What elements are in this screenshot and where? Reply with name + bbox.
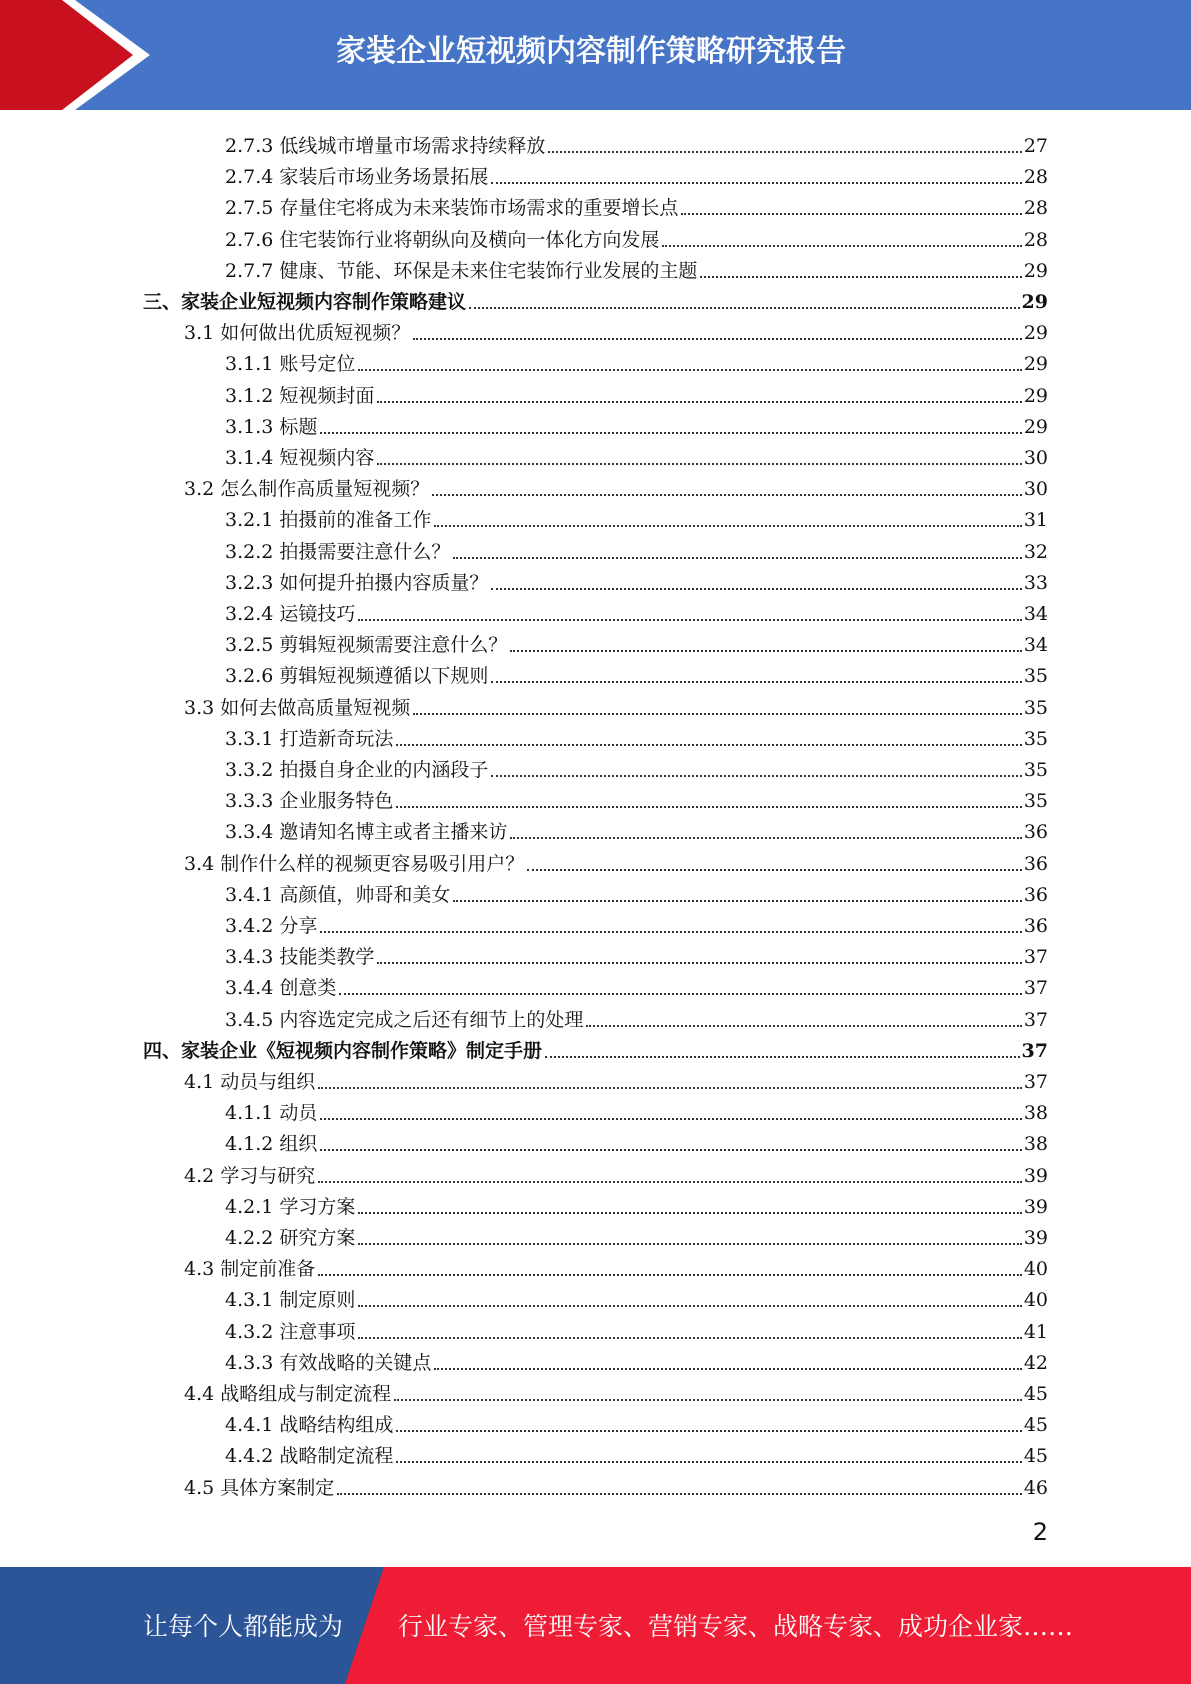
- toc-entry[interactable]: [225, 595, 1048, 626]
- toc-entry-page: 46: [1023, 1477, 1048, 1499]
- toc-entry[interactable]: [225, 533, 1048, 564]
- toc-entry-label: 4.3 制定前准备: [184, 1258, 316, 1280]
- toc-entry-page: 39: [1023, 1227, 1048, 1249]
- toc-entry[interactable]: [225, 252, 1048, 283]
- toc-entry[interactable]: [184, 1469, 1048, 1500]
- toc-entry-label: 3.2.1 拍摄前的准备工作: [225, 509, 432, 531]
- toc-entry-label: 三、家装企业短视频内容制作策略建议: [143, 291, 467, 313]
- toc-entry-page: 29: [1023, 322, 1048, 344]
- toc-entry-page: 34: [1023, 634, 1048, 656]
- toc-entry-page: 40: [1023, 1258, 1048, 1280]
- page-header: [0, 0, 1191, 110]
- toc-entry-label: 四、家装企业《短视频内容制作策略》制定手册: [143, 1040, 543, 1062]
- toc-entry[interactable]: [225, 657, 1048, 688]
- toc-entry-label: 4.2 学习与研究: [184, 1165, 316, 1187]
- toc-entry[interactable]: [225, 439, 1048, 470]
- toc-entry-label: 3.3.2 拍摄自身企业的内涵段子: [225, 759, 489, 781]
- toc-entry[interactable]: [225, 345, 1048, 376]
- toc-entry-page: 30: [1023, 447, 1048, 469]
- toc-entry-page: 35: [1023, 665, 1048, 687]
- toc-entry[interactable]: [225, 813, 1048, 844]
- page-number: 2: [1032, 1518, 1048, 1546]
- toc-entry[interactable]: [225, 127, 1048, 158]
- toc-entry-label: 4.1.2 组织: [225, 1133, 318, 1155]
- toc-entry-page: 35: [1023, 728, 1048, 750]
- toc-entry-page: 29: [1023, 260, 1048, 282]
- toc-dot-leader: [453, 557, 1021, 559]
- toc-entry-label: 4.1 动员与组织: [184, 1071, 316, 1093]
- toc-dot-leader: [358, 1337, 1021, 1339]
- toc-entry-page: 29: [1023, 385, 1048, 407]
- toc-entry-page: 29: [1023, 416, 1048, 438]
- toc-entry-label: 4.4.2 战略制定流程: [225, 1445, 394, 1467]
- toc-dot-leader: [510, 837, 1021, 839]
- toc-dot-leader: [491, 588, 1021, 590]
- toc-entry[interactable]: [225, 158, 1048, 189]
- toc-entry-page: 42: [1023, 1352, 1048, 1374]
- toc-dot-leader: [432, 494, 1022, 496]
- toc-dot-leader: [662, 245, 1021, 247]
- toc-dot-leader: [681, 213, 1021, 215]
- toc-entry[interactable]: [225, 1406, 1048, 1437]
- toc-dot-leader: [318, 1274, 1022, 1276]
- footer-slogan-left: 让每个人都能成为: [143, 1612, 344, 1641]
- toc-dot-leader: [318, 1087, 1022, 1089]
- toc-entry-page: 36: [1023, 821, 1048, 843]
- toc-entry[interactable]: [184, 1250, 1048, 1281]
- toc-entry-label: 3.1.3 标题: [225, 416, 318, 438]
- toc-entry[interactable]: [225, 564, 1048, 595]
- toc-entry-page: 37: [1023, 1009, 1048, 1031]
- toc-entry-label: 3.4.4 创意类: [225, 977, 337, 999]
- toc-dot-leader: [377, 401, 1021, 403]
- toc-entry[interactable]: [184, 1063, 1048, 1094]
- toc-entry[interactable]: [225, 969, 1048, 1000]
- toc-entry-page: 35: [1023, 759, 1048, 781]
- toc-entry-label: 3.2.4 运镜技巧: [225, 603, 356, 625]
- toc-entry-page: 37: [1023, 946, 1048, 968]
- toc-entry[interactable]: [225, 221, 1048, 252]
- toc-entry-page: 45: [1023, 1383, 1048, 1405]
- toc-dot-leader: [453, 900, 1021, 902]
- toc-entry[interactable]: [184, 845, 1048, 876]
- toc-entry-page: 37: [1023, 1071, 1048, 1093]
- toc-entry-page: 28: [1023, 166, 1048, 188]
- toc-entry-label: 2.7.5 存量住宅将成为未来装饰市场需求的重要增长点: [225, 197, 679, 219]
- toc-entry-page: 45: [1023, 1414, 1048, 1436]
- toc-entry-label: 3.4.1 高颜值，帅哥和美女: [225, 884, 451, 906]
- toc-entry[interactable]: [225, 1188, 1048, 1219]
- toc-entry-label: 3.4.3 技能类教学: [225, 946, 375, 968]
- toc-entry-page: 27: [1023, 135, 1048, 157]
- toc-dot-leader: [396, 806, 1021, 808]
- toc-entry-label: 2.7.7 健康、节能、环保是未来住宅装饰行业发展的主题: [225, 260, 698, 282]
- toc-entry[interactable]: [225, 1094, 1048, 1125]
- toc-entry-label: 4.4 战略组成与制定流程: [184, 1383, 392, 1405]
- toc-entry-label: 3.2.5 剪辑短视频需要注意什么？: [225, 634, 508, 656]
- toc-entry-page: 28: [1023, 229, 1048, 251]
- toc-entry-page: 35: [1023, 790, 1048, 812]
- toc-dot-leader: [413, 713, 1022, 715]
- toc-entry-label: 3.2.6 剪辑短视频遵循以下规则: [225, 665, 489, 687]
- toc-entry-page: 37: [1023, 977, 1048, 999]
- toc-dot-leader: [358, 1305, 1021, 1307]
- toc-entry-label: 3.3.1 打造新奇玩法: [225, 728, 394, 750]
- toc-dot-leader: [491, 182, 1021, 184]
- toc-entry[interactable]: [225, 1313, 1048, 1344]
- toc-entry[interactable]: [225, 626, 1048, 657]
- toc-entry[interactable]: [225, 876, 1048, 907]
- toc-entry-page: 45: [1023, 1445, 1048, 1467]
- toc-entry-page: 35: [1023, 697, 1048, 719]
- toc-entry[interactable]: [225, 782, 1048, 813]
- toc-entry-label: 3.1.4 短视频内容: [225, 447, 375, 469]
- toc-entry-label: 4.1.1 动员: [225, 1102, 318, 1124]
- toc-entry-page: 34: [1023, 603, 1048, 625]
- toc-dot-leader: [396, 744, 1021, 746]
- toc-dot-leader: [434, 1368, 1021, 1370]
- toc-entry-label: 3.2 怎么制作高质量短视频？: [184, 478, 430, 500]
- toc-dot-leader: [318, 1181, 1022, 1183]
- toc-dot-leader: [586, 1025, 1021, 1027]
- toc-entry-page: 38: [1023, 1102, 1048, 1124]
- toc-dot-leader: [337, 1493, 1022, 1495]
- toc-entry-label: 2.7.3 低线城市增量市场需求持续释放: [225, 135, 546, 157]
- toc-entry[interactable]: [225, 751, 1048, 782]
- toc-entry[interactable]: [143, 283, 1048, 314]
- toc-entry[interactable]: [225, 720, 1048, 751]
- toc-entry-page: 32: [1023, 541, 1048, 563]
- toc-dot-leader: [320, 432, 1021, 434]
- toc-entry-page: 29: [1023, 353, 1048, 375]
- toc-entry-page: 38: [1023, 1133, 1048, 1155]
- toc-entry-label: 4.2.2 研究方案: [225, 1227, 356, 1249]
- toc-entry[interactable]: [225, 1281, 1048, 1312]
- toc-dot-leader: [320, 1149, 1021, 1151]
- toc-dot-leader: [700, 276, 1021, 278]
- toc-dot-leader: [394, 1399, 1022, 1401]
- toc-entry-label: 3.4 制作什么样的视频更容易吸引用户？: [184, 853, 525, 875]
- toc-entry[interactable]: [184, 314, 1048, 345]
- toc-entry[interactable]: [225, 1219, 1048, 1250]
- toc-entry[interactable]: [184, 1157, 1048, 1188]
- toc-entry[interactable]: [225, 1344, 1048, 1375]
- toc-dot-leader: [339, 993, 1021, 995]
- toc-dot-leader: [469, 307, 1020, 309]
- toc-entry-label: 4.3.2 注意事项: [225, 1321, 356, 1343]
- toc-dot-leader: [510, 650, 1021, 652]
- toc-entry-page: 31: [1023, 509, 1048, 531]
- toc-entry-label: 4.5 具体方案制定: [184, 1477, 335, 1499]
- toc-dot-leader: [396, 1430, 1021, 1432]
- toc-entry[interactable]: [184, 689, 1048, 720]
- toc-entry-label: 3.4.2 分享: [225, 915, 318, 937]
- toc-entry-label: 3.1.2 短视频封面: [225, 385, 375, 407]
- toc-entry[interactable]: [225, 1437, 1048, 1468]
- toc-dot-leader: [320, 1118, 1021, 1120]
- toc-entry-page: 41: [1023, 1321, 1048, 1343]
- toc-entry-label: 3.3.3 企业服务特色: [225, 790, 394, 812]
- toc-dot-leader: [358, 1212, 1021, 1214]
- toc-entry-label: 3.3 如何去做高质量短视频: [184, 697, 411, 719]
- toc-entry-page: 39: [1023, 1196, 1048, 1218]
- toc-entry[interactable]: [184, 470, 1048, 501]
- toc-dot-leader: [527, 869, 1022, 871]
- header-title: 家装企业短视频内容制作策略研究报告: [336, 34, 846, 69]
- toc-dot-leader: [548, 151, 1021, 153]
- toc-entry-label: 3.4.5 内容选定完成之后还有细节上的处理: [225, 1009, 584, 1031]
- toc-entry-label: 2.7.4 家装后市场业务场景拓展: [225, 166, 489, 188]
- toc-entry-page: 40: [1023, 1289, 1048, 1311]
- toc-entry-page: 30: [1023, 478, 1048, 500]
- toc-entry-label: 3.1.1 账号定位: [225, 353, 356, 375]
- toc-dot-leader: [434, 525, 1021, 527]
- toc-entry[interactable]: [143, 1032, 1048, 1063]
- toc-entry[interactable]: [225, 189, 1048, 220]
- toc-dot-leader: [396, 1461, 1021, 1463]
- toc-entry-page: 36: [1023, 884, 1048, 906]
- toc-entry-label: 3.2.2 拍摄需要注意什么？: [225, 541, 451, 563]
- toc-entry-label: 2.7.6 住宅装饰行业将朝纵向及横向一体化方向发展: [225, 229, 660, 251]
- toc-dot-leader: [358, 1243, 1021, 1245]
- toc-entry[interactable]: [225, 938, 1048, 969]
- toc-entry-page: 28: [1023, 197, 1048, 219]
- toc-entry[interactable]: [225, 377, 1048, 408]
- toc-entry-label: 4.2.1 学习方案: [225, 1196, 356, 1218]
- toc-dot-leader: [358, 369, 1021, 371]
- toc-entry[interactable]: [184, 1375, 1048, 1406]
- toc-dot-leader: [377, 962, 1021, 964]
- toc-dot-leader: [358, 619, 1021, 621]
- toc-dot-leader: [377, 463, 1021, 465]
- toc-dot-leader: [545, 1056, 1020, 1058]
- toc-entry-page: 37: [1021, 1040, 1048, 1062]
- toc-entry[interactable]: [225, 907, 1048, 938]
- toc-entry[interactable]: [225, 501, 1048, 532]
- toc-entry-label: 3.1 如何做出优质短视频？: [184, 322, 411, 344]
- toc-entry-page: 33: [1023, 572, 1048, 594]
- toc-entry-page: 36: [1023, 853, 1048, 875]
- toc-entry[interactable]: [225, 1125, 1048, 1156]
- toc-entry-label: 4.4.1 战略结构组成: [225, 1414, 394, 1436]
- toc-entry-page: 36: [1023, 915, 1048, 937]
- toc-entry-label: 3.2.3 如何提升拍摄内容质量？: [225, 572, 489, 594]
- toc-entry[interactable]: [225, 408, 1048, 439]
- toc-dot-leader: [491, 681, 1021, 683]
- page-footer: [0, 1567, 1191, 1684]
- toc-entry-page: 39: [1023, 1165, 1048, 1187]
- toc-entry-label: 3.3.4 邀请知名博主或者主播来访: [225, 821, 508, 843]
- toc-dot-leader: [491, 775, 1021, 777]
- toc-entry-page: 29: [1021, 291, 1048, 313]
- toc-dot-leader: [413, 338, 1022, 340]
- toc-entry-label: 4.3.1 制定原则: [225, 1289, 356, 1311]
- toc-entry[interactable]: [225, 1001, 1048, 1032]
- footer-slogan-right: 行业专家、管理专家、营销专家、战略专家、成功企业家……: [398, 1612, 1074, 1641]
- toc-entry-label: 4.3.3 有效战略的关键点: [225, 1352, 432, 1374]
- toc-dot-leader: [320, 931, 1021, 933]
